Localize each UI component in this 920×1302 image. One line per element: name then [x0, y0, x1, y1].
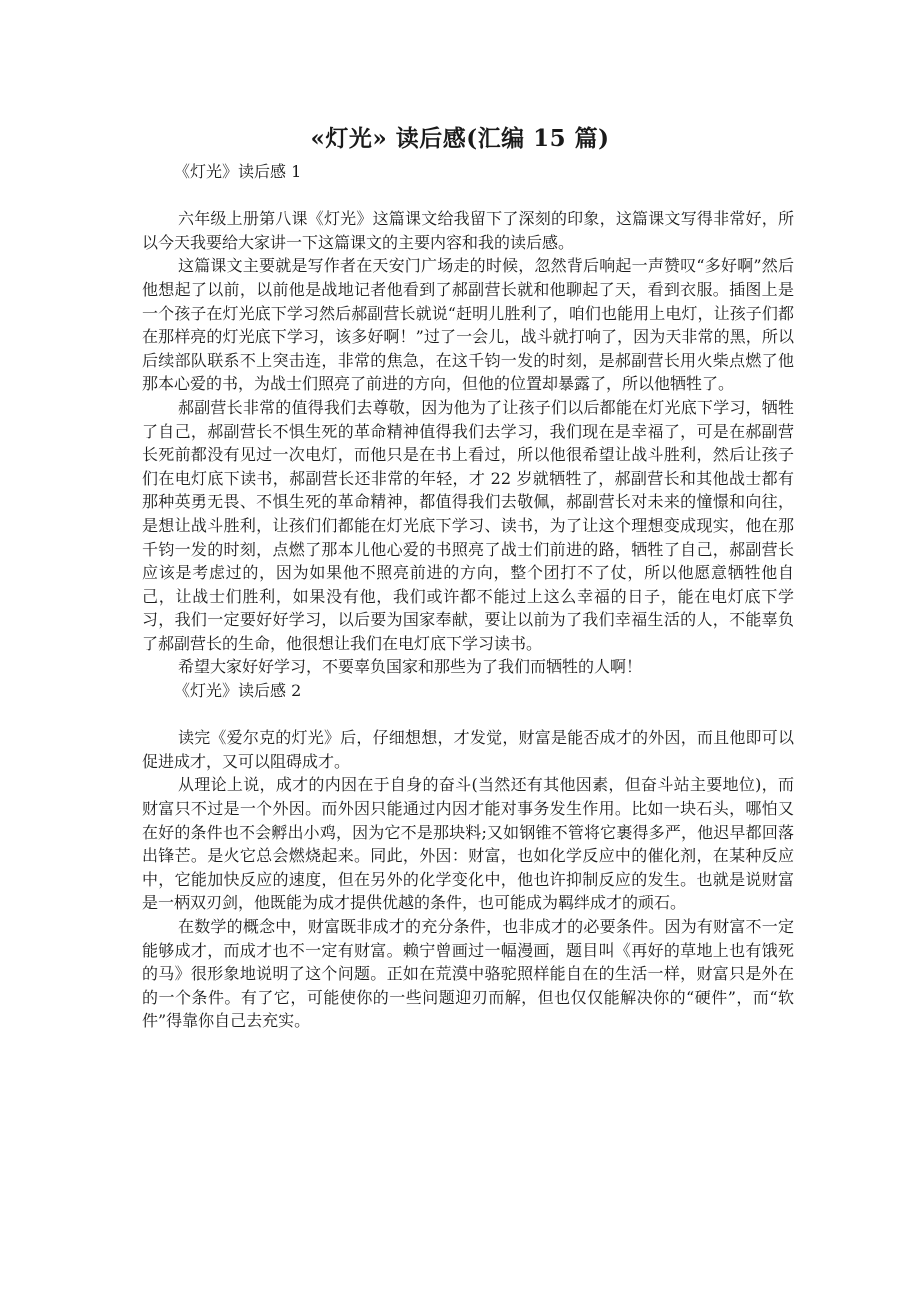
paragraph: 从理论上说，成才的内因在于自身的奋斗(当然还有其他因素，但奋斗站主要地位)，而财富只不过是一个外因。而外因只能通过内因才能对事务发生作用。比如一块石头，哪怕又在好的条件也不会孵出小鸡，因为它不是那块料;又如钢锥不管将它裹得多严，他迟早都回落出锋芒。是火它总会燃烧起来。同此，外因：财富，也如化学反应中的催化剂，在某种反应中，它能加快反应的速度，但在另外的化学变化中，他也许抑制反应的发生。也就是说财富是一柄双刃剑，他既能为成才提供优越的条件，也可能成为羁绊成才的顽石。 [142, 775, 794, 913]
paragraph: 郝副营长非常的值得我们去尊敬，因为他为了让孩子们以后都能在灯光底下学习，牺牲了自己，郝副营长不惧生死的革命精神值得我们去学习，我们现在是幸福了，可是在郝副营长死前都没有见过一次电灯，而他只是在书上看过，所以他很希望让战斗胜利，然后让孩子们在电灯底下读书，郝副营长还非常的年轻，才 22 岁就牺牲了，郝副营长和其他战士都有那种英勇无畏、不惧生死的革命精神，都值得我们去敬佩，郝副营长对未来的憧憬和向往，是想让战斗胜利，让孩们们都能在灯光底下学习、读书，为了让这个理想变成现实，他在那千钧一发的时刻，点燃了那本儿他心爱的书照亮了战士们前进的路，牺牲了自己，郝副营长应该是考虑过的，因为如果他不照亮前进的方向，整个团打不了仗，所以他愿意牺牲他自己，让战士们胜利，如果没有他，我们或许都不能过上这么幸福的日子，能在电灯底下学习，我们一定要好好学习，以后要为国家奉献，要让以前为了我们幸福生活的人，不能辜负了郝副营长的生命，他很想让我们在电灯底下学习读书。 [142, 397, 794, 653]
paragraph: 希望大家好好学习，不要辜负国家和那些为了我们而牺牲的人啊！ [178, 657, 643, 677]
paragraph: 在数学的概念中，财富既非成才的充分条件，也非成才的必要条件。因为有财富不一定能够成才，而成才也不一定有财富。赖宁曾画过一幅漫画，题目叫《再好的草地上也有饿死的马》很形象地说明了这个问题。正如在荒漠中骆驼照样能自在的生活一样，财富只是外在的一个条件。有了它，可能使你的一些问题迎刃而解，但也仅仅能解决你的“硬件”，而“软件”得靠你自己去充实。 [142, 917, 794, 1031]
paragraph: 这篇课文主要就是写作者在天安门广场走的时候，忽然背后响起一声赞叹“多好啊”然后他想起了以前，以前他是战地记者他看到了郝副营长就和他聊起了天，看到衣服。插图上是一个孩子在灯光底下学习然后郝副营长就说“赶明儿胜利了，咱们也能用上电灯，让孩子们都在那样亮的灯光底下学习，该多好啊！”过了一会儿，战斗就打响了，因为天非常的黑，所以后续部队联系不上突击连，非常的焦急，在这千钧一发的时刻，是郝副营长用火柴点燃了他那本心爱的书，为战士们照亮了前进的方向，但他的位置却暴露了，所以他牺牲了。 [142, 256, 794, 394]
paragraph-gap [142, 703, 794, 727]
section-heading: 《灯光》读后感 1 [174, 162, 302, 181]
section-heading: 《灯光》读后感 2 [174, 681, 302, 701]
paragraph: 六年级上册第八课《灯光》这篇课文给我留下了深刻的印象，这篇课文写得非常好，所以今天我要给大家讲一下这篇课文的主要内容和我的读后感。 [142, 209, 794, 252]
section-2 [142, 679, 794, 1033]
paragraph-gap [142, 184, 794, 208]
document-title: «灯光» 读后感(汇编 15 篇) [310, 125, 610, 152]
paragraph: 读完《爱尔克的灯光》后，仔细想想，才发觉，财富是能否成才的外因，而且他即可以促进成才，又可以阻碍成才。 [142, 728, 794, 771]
document-body [142, 160, 794, 1033]
section-1 [142, 160, 794, 679]
